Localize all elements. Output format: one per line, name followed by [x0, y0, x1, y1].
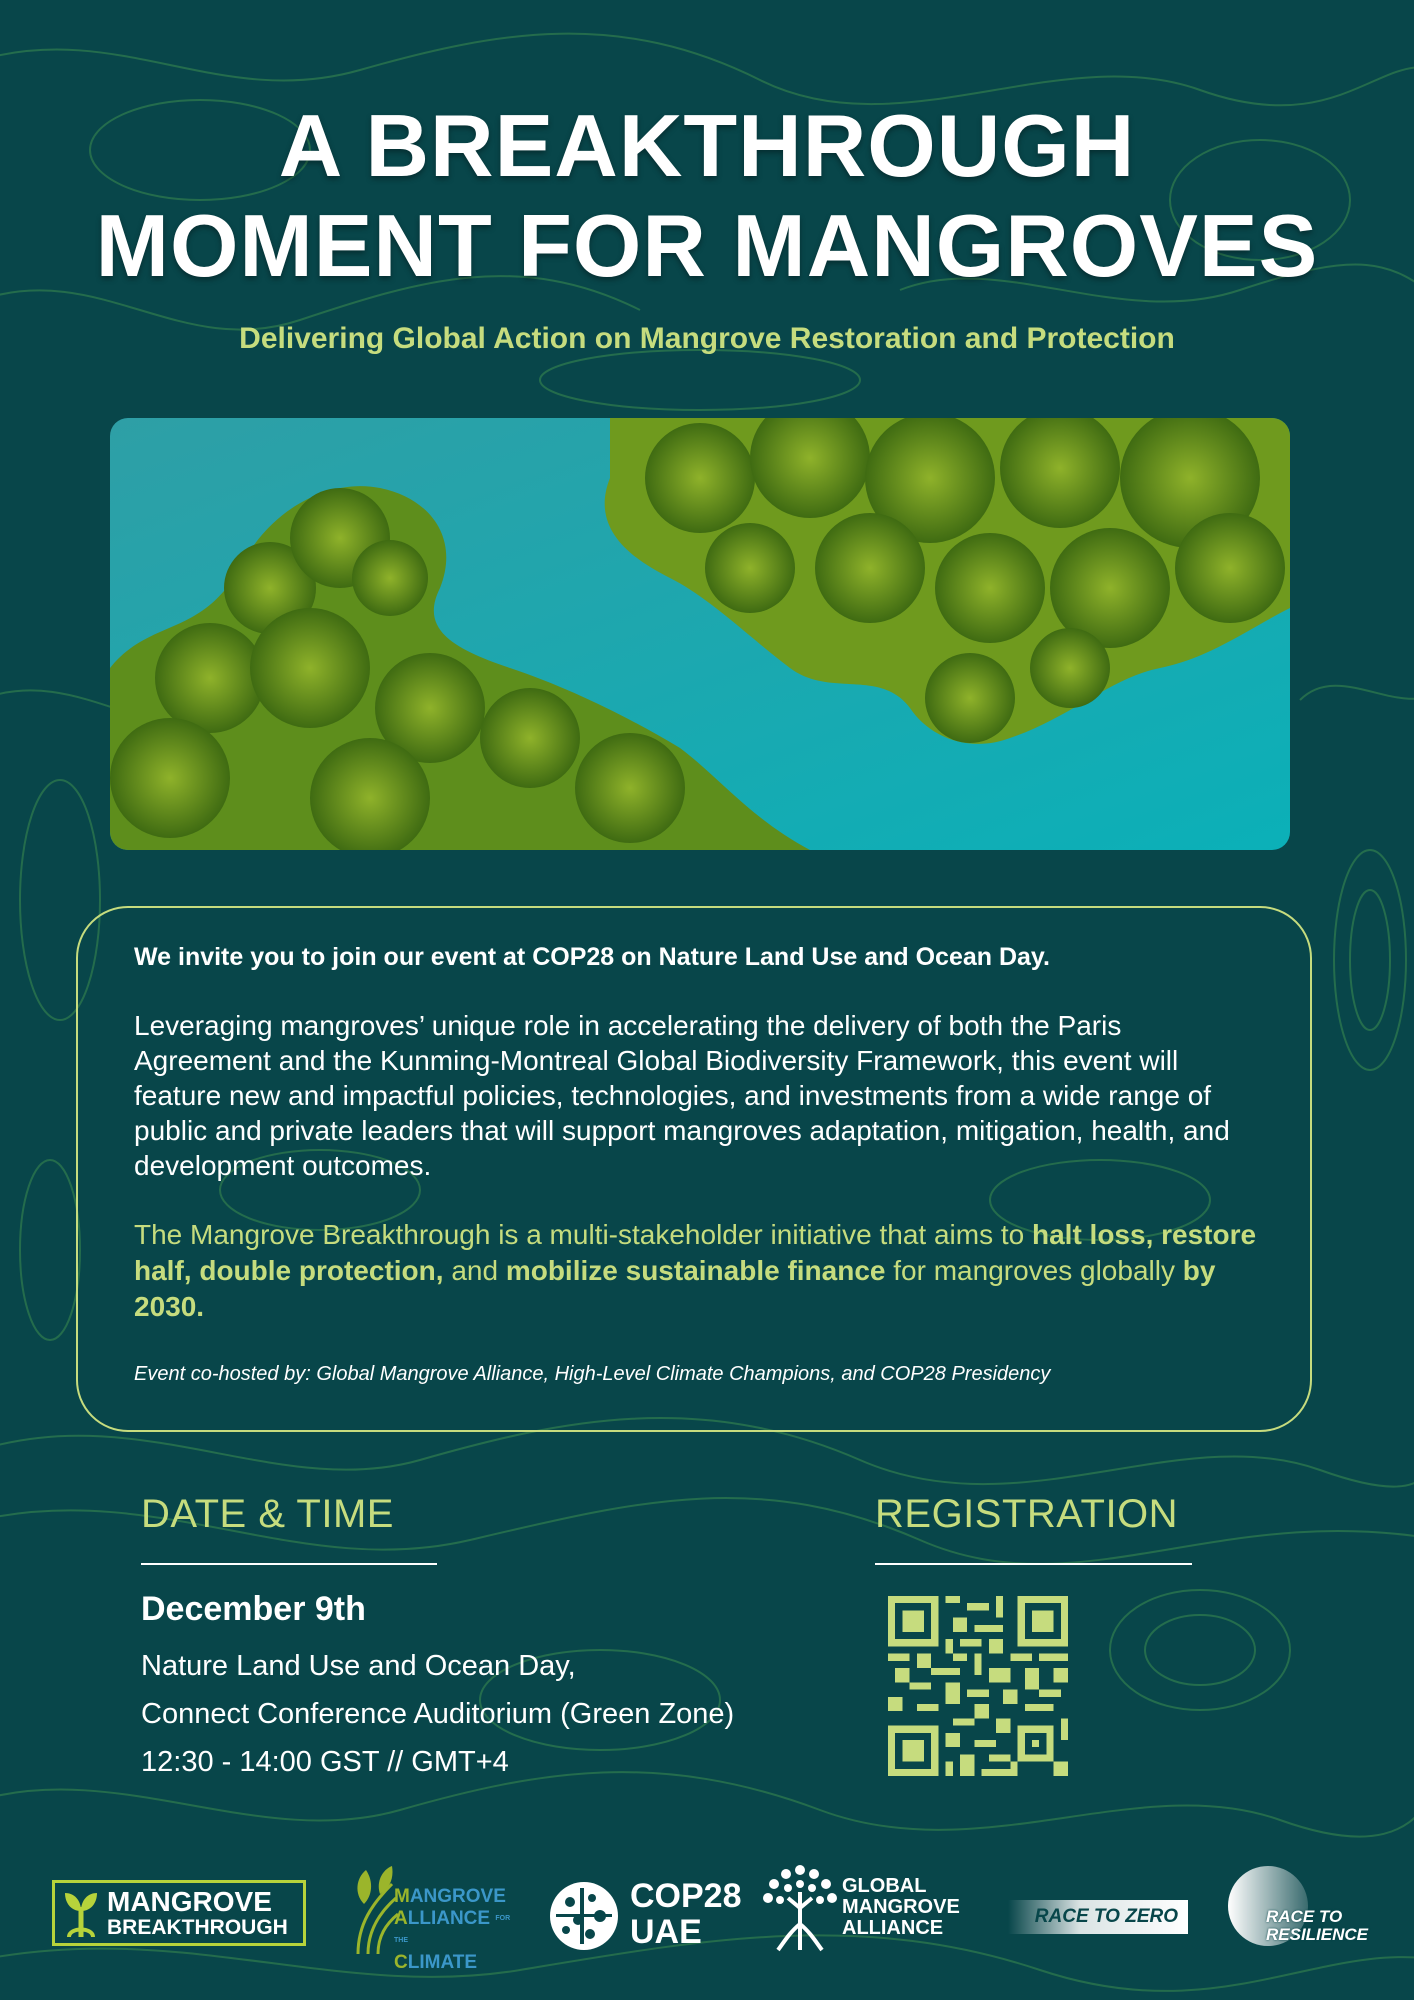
macc-for-the: FOR THE — [394, 1915, 511, 1945]
mission-text-2: and — [443, 1255, 506, 1286]
page-title — [0, 96, 1414, 296]
sprout-icon — [63, 1889, 99, 1939]
rtr-line1: RACE TO — [1266, 1907, 1343, 1926]
mangrove-breakthrough-line2: BREAKTHROUGH — [107, 1916, 288, 1939]
global-mangrove-alliance-logo — [760, 1862, 970, 1952]
invite-lead-text: We invite you to join our event at COP28 on Nature Land Use and Ocean Day. — [134, 943, 1050, 971]
date-time-divider — [141, 1563, 437, 1565]
event-time: 12:30 - 14:00 GST // GMT+4 — [141, 1746, 509, 1778]
macc-line2-text: LLIANCE — [407, 1908, 491, 1930]
macc-line3 — [394, 1952, 512, 1974]
macc-line1 — [394, 1886, 512, 1908]
mission-highlight-2: mobilize sustainable finance — [505, 1255, 886, 1286]
date-time-heading: DATE & TIME — [141, 1492, 394, 1536]
mangrove-alliance-for-climate-logo — [352, 1864, 512, 1974]
mission-highlight-1: halt loss, restore half, double protection, — [134, 1219, 1257, 1286]
invite-body-text: Leveraging mangroves’ unique role in accelerating the delivery of both the Paris Agreement and the Kunming-Montreal Global Biodiversity Framework, this event will feature new and impactful policies, technologies, and investments from a wide range of public and private leaders that will support mangroves adaptation, mitigation, health, and development outcomes. — [134, 1010, 1230, 1181]
qr-code-icon[interactable] — [888, 1596, 1068, 1776]
event-date: December 9th — [141, 1590, 366, 1628]
mangrove-breakthrough-logo — [52, 1880, 306, 1946]
co-hosts-note: Event co-hosted by: Global Mangrove Alliance, High-Level Climate Champions, and COP28 Presidency — [134, 1363, 1051, 1385]
page-subtitle: Delivering Global Action on Mangrove Restoration and Protection — [239, 322, 1175, 355]
mission-text-1: The Mangrove Breakthrough is a multi-stakeholder initiative that aims to — [134, 1219, 1032, 1250]
mission-highlight-3: by 2030. — [134, 1255, 1216, 1322]
partner-logos — [0, 1860, 1414, 1974]
cop28-globe-icon — [548, 1880, 620, 1952]
macc-line2 — [394, 1908, 512, 1952]
mission-text-3: for mangroves globally — [885, 1255, 1183, 1286]
registration-divider — [875, 1563, 1192, 1565]
mission-statement — [134, 1217, 1264, 1325]
gma-line1: GLOBAL — [842, 1875, 927, 1897]
mangrove-aerial-photo — [110, 418, 1290, 850]
registration-heading: REGISTRATION — [875, 1492, 1179, 1536]
event-day-name: Nature Land Use and Ocean Day, — [141, 1650, 576, 1682]
event-venue: Connect Conference Auditorium (Green Zone) — [141, 1698, 735, 1730]
event-invite-panel — [76, 906, 1312, 1432]
macc-line1-text: ANGROVE — [409, 1886, 506, 1907]
race-to-zero-logo — [1008, 1900, 1188, 1934]
gma-line2: MANGROVE — [842, 1896, 960, 1918]
gma-line3: ALLIANCE — [842, 1917, 944, 1939]
macc-initial1: M — [394, 1886, 410, 1907]
title-line-1: A BREAKTHROUGH — [278, 96, 1136, 195]
race-to-resilience-logo — [1226, 1864, 1369, 1954]
rtr-line2: RESILIENCE — [1266, 1925, 1369, 1944]
cop28-uae-logo — [548, 1874, 742, 1954]
title-line-2: MOMENT FOR MANGROVES — [95, 196, 1319, 295]
cop28-line1: COP28 — [630, 1877, 742, 1915]
macc-line3-text: LIMATE — [407, 1952, 478, 1974]
mangrove-breakthrough-line1: MANGROVE — [107, 1886, 272, 1917]
cop28-line2: UAE — [630, 1913, 702, 1951]
macc-initial3: C — [394, 1952, 408, 1974]
race-to-zero-text: RACE TO ZERO — [1034, 1906, 1178, 1927]
mangrove-leaf-icon — [352, 1864, 400, 1956]
mangrove-tree-icon — [760, 1862, 840, 1952]
macc-initial2: A — [394, 1908, 408, 1930]
